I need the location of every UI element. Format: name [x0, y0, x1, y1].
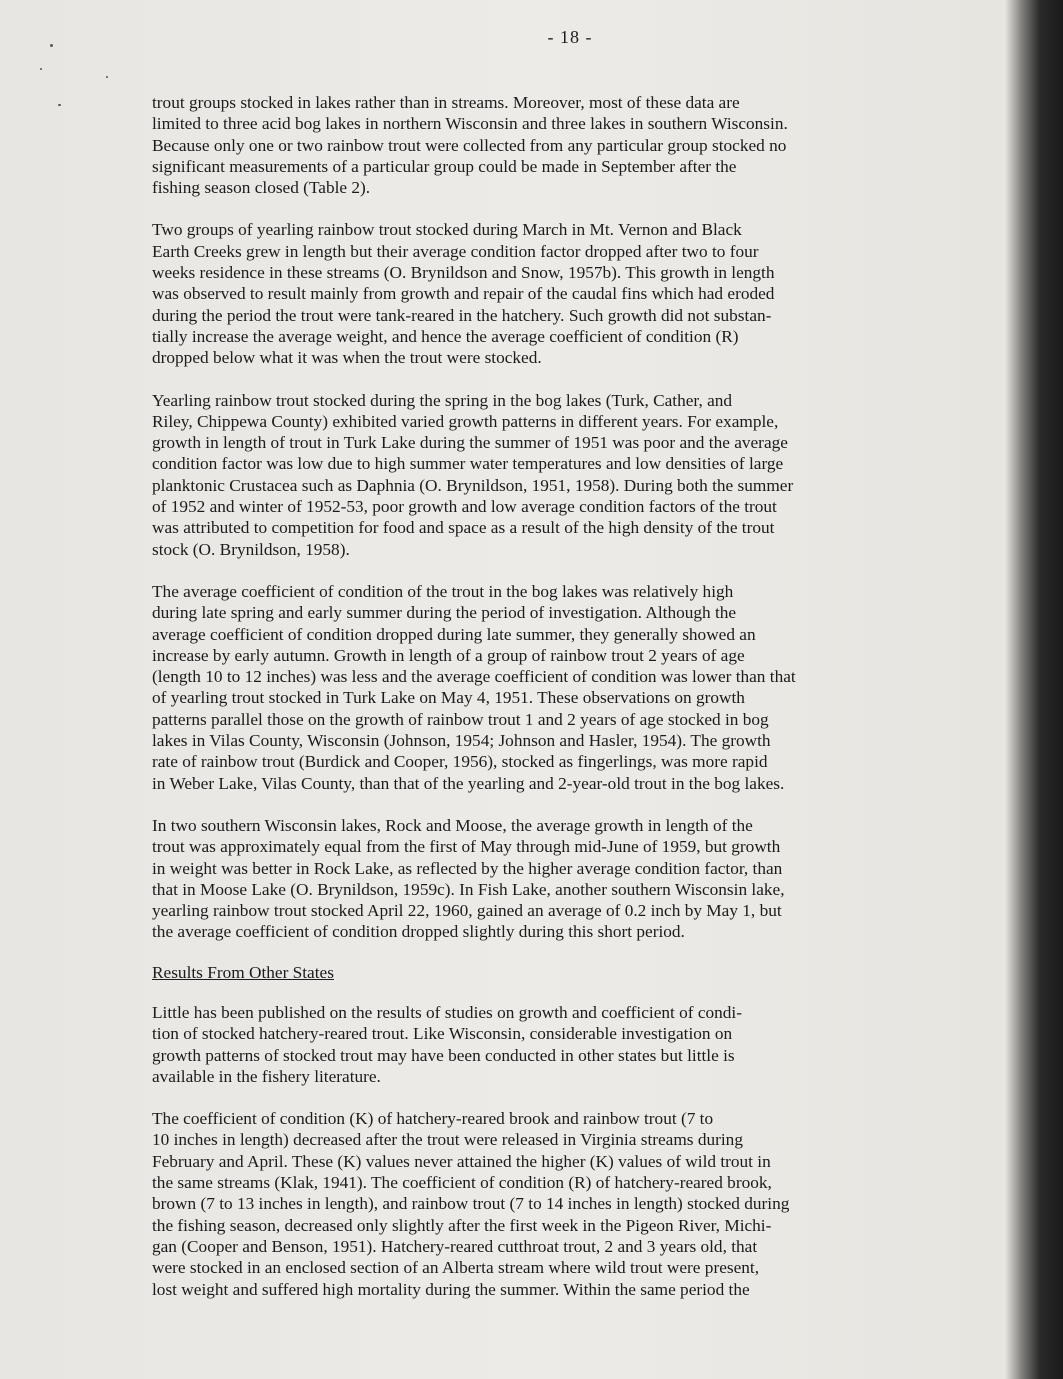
scan-speck — [106, 76, 108, 78]
scan-speck — [40, 68, 42, 70]
scan-speck — [50, 44, 53, 47]
page-number: - 18 - — [547, 27, 593, 47]
body-text — [152, 90, 1014, 1300]
paragraph: The average coefficient of condition of the trout in the bog lakes was relatively high during late spring and early summer during the period of investigation. Although the average coefficient of condition dropped during late summer, they generally showed an increase by early autumn. Growth in length of a group of rainbow trout 2 years of age (length 10 to 12 inches) was less and the average coefficient of condition was lower than that of yearling trout stocked in Turk Lake on May 4, 1951. These observations on growth patterns parallel those on the growth of rainbow trout 1 and 2 years of age stocked in bog lakes in Vilas County, Wisconsin (Johnson, 1954; Johnson and Hasler, 1954). The growth rate of rainbow trout (Burdick and Cooper, 1956), stocked as fingerlings, was more rapid in Weber Lake, Vilas County, than that of the yearling and 2-year-old trout in the bog lakes. — [152, 581, 796, 793]
paragraph: Yearling rainbow trout stocked during the spring in the bog lakes (Turk, Cather, and Riley, Chippewa County) exhibited varied growth patterns in different years. For example, growth in length of trout in Turk Lake during the summer of 1951 was poor and the average condition factor was low due to high summer water temperatures and low densities of large planktonic Crustacea such as Daphnia (O. Brynildson, 1951, 1958). During both the summer of 1952 and winter of 1952-53, poor growth and low average condition factors of the trout was attributed to competition for food and space as a result of the high density of the trout stock (O. Brynildson, 1958). — [152, 390, 794, 559]
paragraph: The coefficient of condition (K) of hatchery-reared brook and rainbow trout (7 to 10 inches in length) decreased after the trout were released in Virginia streams during February and April. These (K) values never attained the higher (K) values of wild trout in the same streams (Klak, 1941). The coefficient of condition (R) of hatchery-reared brook, brown (7 to 13 inches in length), and rainbow trout (7 to 14 inches in length) stocked during the fishing season, decreased only slightly after the first week in the Pigeon River, Michi- gan (Cooper and Benson, 1951). Hatchery-reared cutthroat trout, 2 and 3 years old, that were stocked in an enclosed section of an Alberta stream where wild trout were present, lost weight and suffered high mortality during the summer. Within the same period the — [152, 1109, 790, 1299]
paragraph: Two groups of yearling rainbow trout stocked during March in Mt. Vernon and Black Earth Creeks grew in length but their average condition factor dropped after two to four weeks residence in these streams (O. Brynildson and Snow, 1957b). This growth in length was observed to result mainly from growth and repair of the caudal fins which had eroded during the period the trout were tank-reared in the hatchery. Such growth did not substan- tially increase the average weight, and hence the average coefficient of condition (R) dropped below what it was when the trout were stocked. — [152, 220, 775, 368]
paragraph: In two southern Wisconsin lakes, Rock and Moose, the average growth in length of the trout was approximately equal from the first of May through mid-June of 1959, but growth in weight was better in Rock Lake, as reflected by the higher average condition factor, than that in Moose Lake (O. Brynildson, 1959c). In Fish Lake, another southern Wisconsin lake, yearling rainbow trout stocked April 22, 1960, gained an average of 0.2 inch by May 1, but the average coefficient of condition dropped slightly during this short period. — [152, 815, 785, 942]
paragraph: trout groups stocked in lakes rather than in streams. Moreover, most of these data are limited to three acid bog lakes in northern Wisconsin and three lakes in southern Wisconsin. Because only one or two rainbow trout were collected from any particular group stocked no significant measurements of a particular group could be made in September after the fishing season closed (Table 2). — [152, 93, 788, 198]
section-heading: Results From Other States — [152, 962, 334, 982]
paragraph: Little has been published on the results of studies on growth and coefficient of condi- tion of stocked hatchery-reared trout. Like Wisconsin, considerable investigation on growth patterns of stocked trout may have been conducted in other states but little is available in the fishery literature. — [152, 1002, 742, 1086]
scan-speck — [58, 104, 61, 106]
